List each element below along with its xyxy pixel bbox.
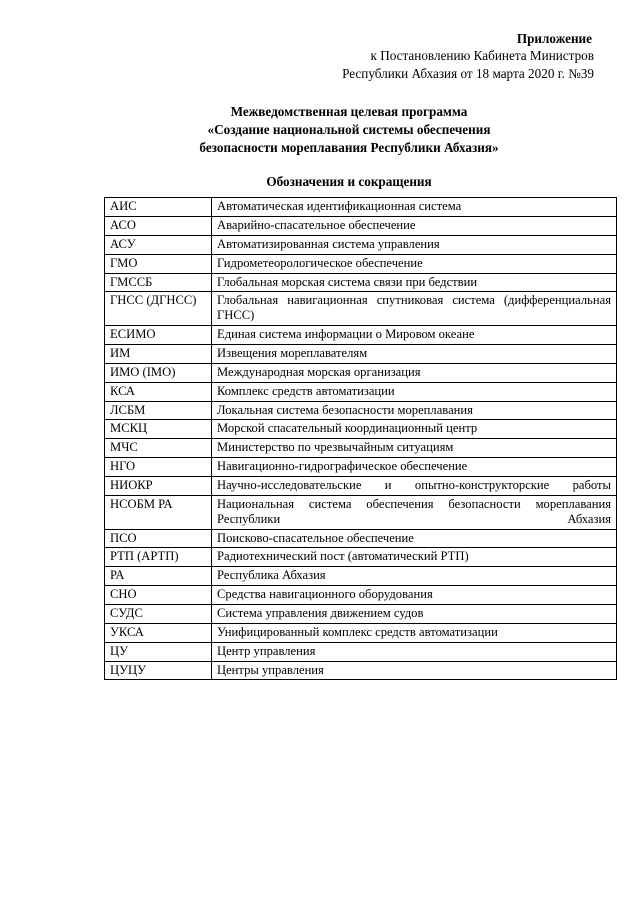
abbreviation-description: Международная морская организация: [212, 363, 617, 382]
abbreviation-description: Морской спасательный координационный центр: [212, 420, 617, 439]
table-row: [105, 642, 617, 661]
abbreviation-description: Локальная система безопасности мореплавания: [212, 401, 617, 420]
abbreviation-description: Гидрометеорологическое обеспечение: [212, 254, 617, 273]
header-appendix-label: Приложение: [516, 31, 592, 46]
table-row: [105, 254, 617, 273]
abbreviation-description: Глобальная морская система связи при бедствии: [212, 273, 617, 292]
table-row: [105, 363, 617, 382]
abbreviation-description: Комплекс средств автоматизации: [212, 382, 617, 401]
abbreviation-term: ИМ: [105, 345, 212, 364]
document-header: [104, 30, 594, 82]
table-row: [105, 477, 617, 496]
abbreviation-term: ЦУ: [105, 642, 212, 661]
table-row: [105, 439, 617, 458]
table-row: [105, 605, 617, 624]
abbreviation-description: Научно-исследовательские и опытно-конструкторские работы: [212, 477, 617, 496]
table-row: [105, 623, 617, 642]
abbreviation-term: СНО: [105, 586, 212, 605]
abbreviation-term: АСУ: [105, 235, 212, 254]
abbreviation-description: Радиотехнический пост (автоматический РТП): [212, 548, 617, 567]
abbreviation-description: Унифицированный комплекс средств автоматизации: [212, 623, 617, 642]
table-row: [105, 458, 617, 477]
abbreviation-term: РА: [105, 567, 212, 586]
header-decree-line: к Постановлению Кабинета Министров: [370, 48, 594, 64]
table-row: [105, 567, 617, 586]
abbreviation-term: ГНСС (ДГНСС): [105, 292, 212, 326]
abbreviation-term: АСО: [105, 216, 212, 235]
abbreviation-description: Система управления движением судов: [212, 605, 617, 624]
abbreviation-term: ПСО: [105, 529, 212, 548]
abbreviations-table: [104, 197, 617, 680]
abbreviation-term: ЛСБМ: [105, 401, 212, 420]
abbreviation-description: Национальная система обеспечения безопасности мореплавания Республики Абхазия: [212, 495, 617, 529]
abbreviation-term: ЕСИМО: [105, 326, 212, 345]
table-row: [105, 420, 617, 439]
abbreviation-term: РТП (АРТП): [105, 548, 212, 567]
abbreviation-description: Автоматическая идентификационная система: [212, 198, 617, 217]
title-line-2: «Создание национальной системы обеспечения: [207, 122, 491, 138]
abbreviation-description: Единая система информации о Мировом океане: [212, 326, 617, 345]
title-line-3: безопасности мореплавания Республики Абхазия»: [199, 140, 499, 156]
abbreviation-description: Центры управления: [212, 661, 617, 680]
abbreviation-description: Аварийно-спасательное обеспечение: [212, 216, 617, 235]
abbreviation-term: АИС: [105, 198, 212, 217]
abbreviation-description: Автоматизированная система управления: [212, 235, 617, 254]
abbreviation-description: Министерство по чрезвычайным ситуациям: [212, 439, 617, 458]
abbreviation-term: КСА: [105, 382, 212, 401]
table-row: [105, 216, 617, 235]
document-title: [104, 103, 594, 157]
abbreviation-description: Глобальная навигационная спутниковая система (дифференциальная ГНСС): [212, 292, 617, 326]
table-row: [105, 382, 617, 401]
abbreviation-description: Республика Абхазия: [212, 567, 617, 586]
abbreviation-term: НГО: [105, 458, 212, 477]
abbreviation-term: ГМО: [105, 254, 212, 273]
table-row: [105, 401, 617, 420]
abbreviation-term: ЦУЦУ: [105, 661, 212, 680]
abbreviation-description: Навигационно-гидрографическое обеспечение: [212, 458, 617, 477]
abbreviation-term: СУДС: [105, 605, 212, 624]
abbreviation-description: Средства навигационного оборудования: [212, 586, 617, 605]
table-row: [105, 345, 617, 364]
table-row: [105, 548, 617, 567]
title-line-1: Межведомственная целевая программа: [230, 104, 468, 120]
abbreviation-term: МЧС: [105, 439, 212, 458]
abbreviation-term: НСОБМ РА: [105, 495, 212, 529]
abbreviation-term: УКСА: [105, 623, 212, 642]
table-row: [105, 198, 617, 217]
document-content: [104, 30, 611, 680]
table-row: [105, 529, 617, 548]
table-row: [105, 495, 617, 529]
abbreviation-term: НИОКР: [105, 477, 212, 496]
abbreviation-description: Центр управления: [212, 642, 617, 661]
abbreviation-description: Извещения мореплавателям: [212, 345, 617, 364]
table-row: [105, 292, 617, 326]
table-row: [105, 235, 617, 254]
abbreviation-term: МСКЦ: [105, 420, 212, 439]
header-decree-date: Республики Абхазия от 18 марта 2020 г. №39: [342, 65, 594, 81]
table-row: [105, 273, 617, 292]
table-row: [105, 661, 617, 680]
section-title: Обозначения и сокращения: [266, 174, 432, 190]
abbreviation-description: Поисково-спасательное обеспечение: [212, 529, 617, 548]
abbreviation-term: ИМО (IMO): [105, 363, 212, 382]
abbreviation-term: ГМССБ: [105, 273, 212, 292]
table-row: [105, 326, 617, 345]
table-row: [105, 586, 617, 605]
